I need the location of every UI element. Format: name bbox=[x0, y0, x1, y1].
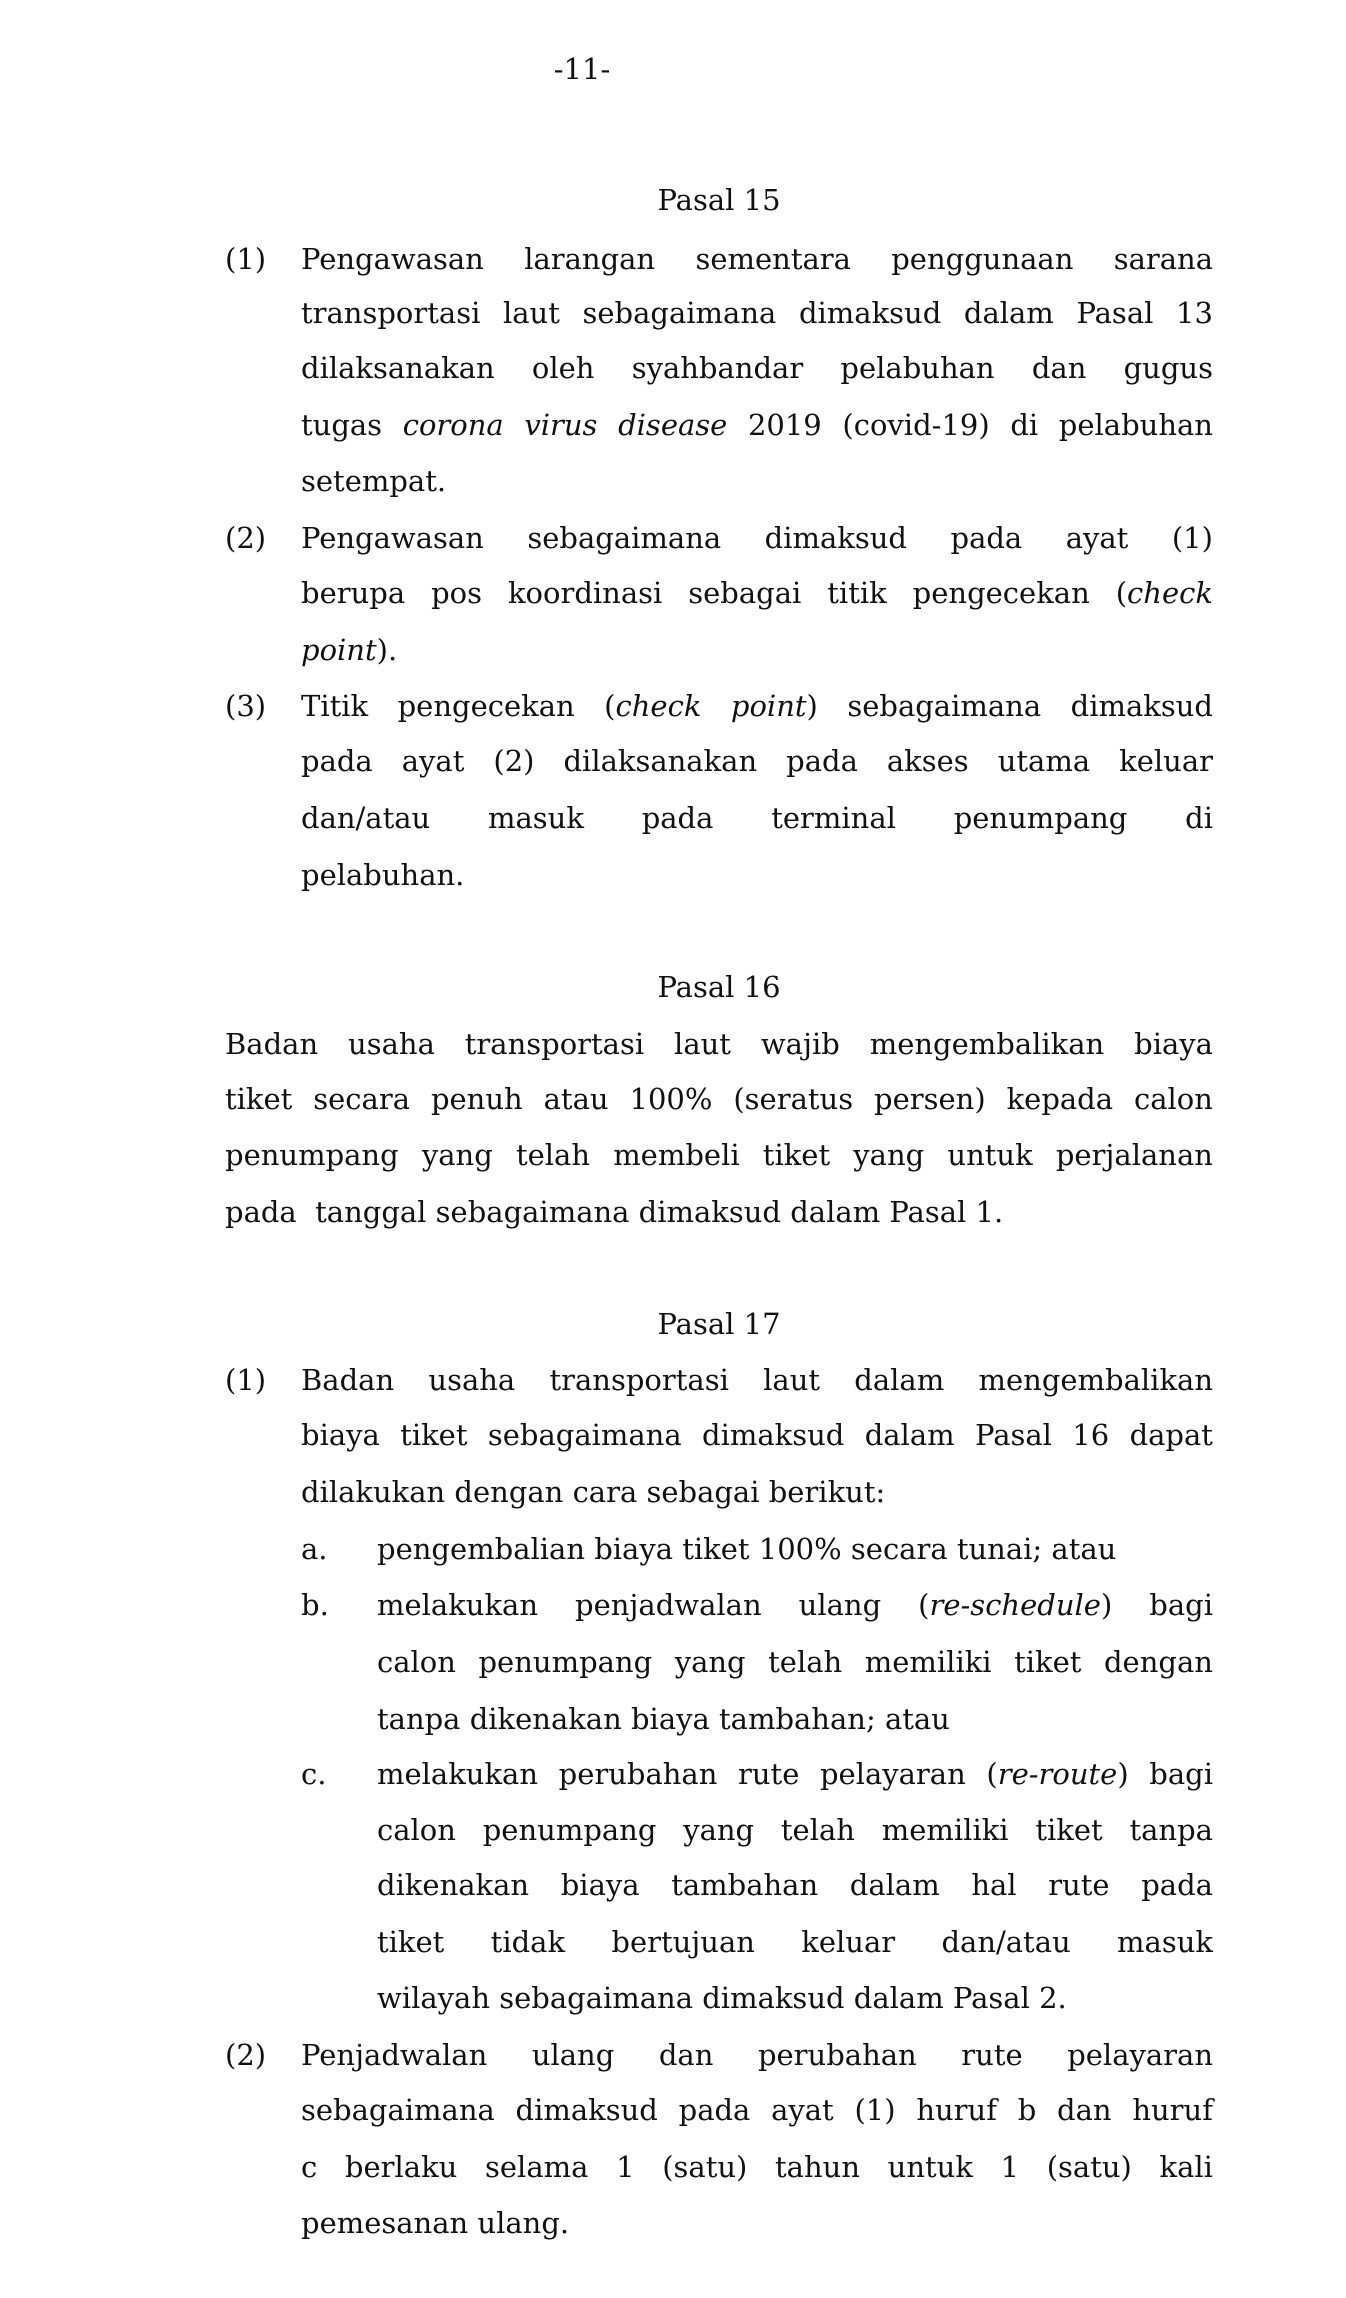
word: yang bbox=[683, 1813, 755, 1847]
word: pada tanggal sebagaimana dimaksud dalam Pasal 1. bbox=[225, 1195, 1004, 1229]
article-title-pasal-17: Pasal 17 bbox=[657, 1307, 781, 1341]
pasal-17-item-2-number: (2) bbox=[225, 2038, 267, 2072]
word: dapat bbox=[1129, 1418, 1213, 1452]
word: perubahan bbox=[558, 1757, 718, 1791]
sub-item-c-line bbox=[377, 1857, 1213, 1913]
pasal-15-item-2-number: (2) bbox=[225, 521, 267, 555]
word: oleh bbox=[531, 351, 595, 385]
word: setempat. bbox=[301, 464, 447, 498]
word: dengan bbox=[1103, 1645, 1213, 1679]
pasal-15-item-1-line bbox=[301, 397, 1213, 453]
pasal-15-item-3-number: (3) bbox=[225, 689, 267, 723]
pasal-17-item-2-line bbox=[301, 2139, 1213, 2195]
word: dikenakan bbox=[377, 1868, 530, 1902]
word: wajib bbox=[760, 1027, 840, 1061]
word: titik bbox=[827, 576, 887, 610]
word: pada bbox=[786, 744, 858, 778]
word: mengembalikan bbox=[978, 1363, 1213, 1397]
word: selama bbox=[485, 2150, 589, 2184]
word: tiket bbox=[225, 1082, 293, 1116]
word: (1) bbox=[854, 2093, 896, 2127]
word: mengembalikan bbox=[869, 1027, 1105, 1061]
word: di bbox=[1185, 801, 1213, 835]
word: dalam bbox=[854, 1363, 945, 1397]
word: pengecekan bbox=[397, 689, 575, 723]
pasal-15-item-3-line bbox=[301, 790, 1213, 846]
word: keluar bbox=[1119, 744, 1213, 778]
word: sebagai bbox=[688, 576, 802, 610]
pasal-15-item-2-line bbox=[301, 510, 1213, 566]
word: Pasal bbox=[1076, 296, 1154, 330]
word: ulang bbox=[531, 2038, 615, 2072]
word: kali bbox=[1159, 2150, 1213, 2184]
pasal-15-item-2-line bbox=[301, 622, 1213, 678]
word: pelayaran bbox=[1067, 2038, 1213, 2072]
word: untuk bbox=[947, 1138, 1033, 1172]
word: di bbox=[1010, 408, 1039, 442]
word: Badan bbox=[301, 1363, 395, 1397]
sub-item-c-line bbox=[377, 1970, 1213, 2026]
word: usaha bbox=[428, 1363, 516, 1397]
word: tanpa bbox=[1129, 1813, 1213, 1847]
word: penuh bbox=[430, 1082, 523, 1116]
word: terminal bbox=[771, 801, 896, 835]
word: 100% bbox=[629, 1082, 713, 1116]
word: bagi bbox=[1149, 1757, 1213, 1791]
word: virus bbox=[524, 408, 598, 442]
pasal-17-item-1-line bbox=[301, 1407, 1213, 1463]
word: calon bbox=[1133, 1082, 1213, 1116]
word: rute bbox=[961, 2038, 1023, 2072]
word: membeli bbox=[613, 1138, 740, 1172]
word: yang bbox=[674, 1645, 746, 1679]
word: (1) bbox=[1171, 521, 1213, 555]
word: 2019 bbox=[747, 408, 822, 442]
word: (satu) bbox=[662, 2150, 748, 2184]
word: perjalanan bbox=[1055, 1138, 1213, 1172]
word: sarana bbox=[1113, 242, 1213, 276]
pasal-15-item-3-line bbox=[301, 847, 1213, 903]
word: (covid-19) bbox=[842, 408, 990, 442]
article-title-pasal-15: Pasal 15 bbox=[657, 183, 781, 217]
word: tiket bbox=[1035, 1813, 1103, 1847]
word: pelayaran bbox=[819, 1757, 966, 1791]
word: 1 bbox=[1000, 2150, 1020, 2184]
word: (check bbox=[1115, 576, 1213, 610]
pasal-16-line bbox=[225, 1127, 1213, 1183]
word: dimaksud bbox=[764, 521, 907, 555]
word: melakukan bbox=[377, 1757, 539, 1791]
word: memiliki bbox=[881, 1813, 1009, 1847]
article-title-pasal-16: Pasal 16 bbox=[657, 970, 781, 1004]
word: kepada bbox=[1006, 1082, 1114, 1116]
sub-item-c-line bbox=[377, 1746, 1213, 1802]
word: sebagaimana bbox=[582, 296, 777, 330]
word: tiket bbox=[377, 1925, 445, 1959]
pasal-16-line bbox=[225, 1016, 1213, 1072]
word: wilayah sebagaimana dimaksud dalam Pasal 2. bbox=[377, 1981, 1067, 2015]
pasal-17-item-1-number: (1) bbox=[225, 1363, 267, 1397]
word: sebagaimana bbox=[487, 1418, 682, 1452]
pasal-15-item-3-line bbox=[301, 733, 1213, 789]
word: penumpang bbox=[478, 1645, 653, 1679]
word: penggunaan bbox=[891, 242, 1074, 276]
word: koordinasi bbox=[507, 576, 663, 610]
word: bagi bbox=[1149, 1588, 1213, 1622]
word: pelabuhan. bbox=[301, 858, 465, 892]
word: berlaku bbox=[344, 2150, 458, 2184]
word: biaya bbox=[560, 1868, 640, 1902]
word: dan bbox=[658, 2038, 714, 2072]
word: dimaksud bbox=[515, 2093, 658, 2127]
word: b bbox=[1017, 2093, 1037, 2127]
word: tiket bbox=[1014, 1645, 1082, 1679]
word: pengecekan bbox=[912, 576, 1090, 610]
word: melakukan bbox=[377, 1588, 539, 1622]
word: atau bbox=[543, 1082, 609, 1116]
word: 16 bbox=[1072, 1418, 1110, 1452]
word: untuk bbox=[887, 2150, 973, 2184]
word: (re-schedule) bbox=[918, 1588, 1113, 1622]
word: penumpang bbox=[482, 1813, 657, 1847]
word: sementara bbox=[695, 242, 851, 276]
word: 13 bbox=[1176, 296, 1213, 330]
word: dilakukan dengan cara sebagai berikut: bbox=[301, 1475, 886, 1509]
word: syahbandar bbox=[631, 351, 804, 385]
word: dan bbox=[1057, 2093, 1112, 2127]
word: c bbox=[301, 2150, 318, 2184]
word: huruf bbox=[916, 2093, 997, 2127]
pasal-17-item-1-line bbox=[301, 1352, 1213, 1408]
word: corona bbox=[402, 408, 504, 442]
word: rute bbox=[1048, 1868, 1110, 1902]
word: dalam bbox=[963, 296, 1054, 330]
word: berupa bbox=[301, 576, 406, 610]
word: penjadwalan bbox=[575, 1588, 762, 1622]
word: masuk bbox=[488, 801, 584, 835]
pasal-17-item-1-line bbox=[301, 1464, 1213, 1520]
word: penumpang bbox=[953, 801, 1128, 835]
word: Penjadwalan bbox=[301, 2038, 488, 2072]
word: bertujuan bbox=[611, 1925, 755, 1959]
pasal-17-item-2-line bbox=[301, 2195, 1213, 2251]
page-number: -11- bbox=[553, 52, 611, 86]
word: laut bbox=[674, 1027, 731, 1061]
word: Pasal bbox=[974, 1418, 1052, 1452]
word: biaya bbox=[301, 1418, 380, 1452]
word: pada bbox=[301, 744, 373, 778]
word: dimaksud bbox=[702, 1418, 845, 1452]
word: akses bbox=[886, 744, 969, 778]
word: keluar bbox=[801, 1925, 896, 1959]
word: dan bbox=[1031, 351, 1087, 385]
word: dilaksanakan bbox=[301, 351, 495, 385]
word: ulang bbox=[798, 1588, 882, 1622]
sub-item-a-letter: a. bbox=[301, 1532, 328, 1566]
word: pengembalian biaya tiket 100% secara tunai; atau bbox=[377, 1532, 1117, 1566]
word: secara bbox=[313, 1082, 410, 1116]
pasal-15-item-1-line bbox=[301, 453, 1213, 509]
pasal-16-line bbox=[225, 1071, 1213, 1127]
pasal-15-item-1-line bbox=[301, 231, 1213, 287]
word: pada bbox=[1141, 1868, 1213, 1902]
word: utama bbox=[997, 744, 1091, 778]
word: tiket bbox=[762, 1138, 831, 1172]
word: (seratus bbox=[733, 1082, 854, 1116]
word: Titik bbox=[301, 689, 369, 723]
word: 1 bbox=[616, 2150, 635, 2184]
word: persen) bbox=[874, 1082, 986, 1116]
word: pada bbox=[678, 2093, 751, 2127]
word: (2) bbox=[493, 744, 535, 778]
sub-item-b-line bbox=[377, 1577, 1213, 1633]
pasal-15-item-1-line bbox=[301, 285, 1213, 341]
word: disease bbox=[618, 408, 728, 442]
word: biaya bbox=[1134, 1027, 1213, 1061]
word: pos bbox=[431, 576, 482, 610]
word: dimaksud bbox=[798, 296, 942, 330]
word: rute bbox=[738, 1757, 800, 1791]
word: ayat bbox=[1065, 521, 1129, 555]
word: usaha bbox=[348, 1027, 435, 1061]
word: ayat bbox=[401, 744, 465, 778]
pasal-15-item-3-line bbox=[301, 678, 1213, 734]
word: laut bbox=[763, 1363, 821, 1397]
word: penumpang bbox=[225, 1138, 399, 1172]
pasal-16-line bbox=[225, 1184, 1213, 1240]
word: dan/atau bbox=[301, 801, 431, 835]
word: calon bbox=[377, 1813, 456, 1847]
word: point). bbox=[301, 633, 398, 667]
sub-item-c-letter: c. bbox=[301, 1757, 327, 1791]
sub-item-b-letter: b. bbox=[301, 1588, 329, 1622]
word: sebagaimana bbox=[301, 2093, 495, 2127]
word: (satu) bbox=[1046, 2150, 1132, 2184]
word: dalam bbox=[849, 1868, 940, 1902]
word: point) bbox=[730, 689, 818, 723]
sub-item-b-line bbox=[377, 1634, 1213, 1690]
word: pelabuhan bbox=[1058, 408, 1213, 442]
word: gugus bbox=[1123, 351, 1213, 385]
pasal-15-item-1-number: (1) bbox=[225, 242, 267, 276]
word: hal bbox=[971, 1868, 1017, 1902]
sub-item-c-line bbox=[377, 1914, 1213, 1970]
sub-item-c-line bbox=[377, 1802, 1213, 1858]
word: Pengawasan bbox=[301, 242, 484, 276]
word: telah bbox=[768, 1645, 843, 1679]
word: pemesanan ulang. bbox=[301, 2206, 570, 2240]
word: pelabuhan bbox=[840, 351, 995, 385]
word: telah bbox=[780, 1813, 855, 1847]
pasal-17-item-2-line bbox=[301, 2027, 1213, 2083]
word: tambahan bbox=[671, 1868, 819, 1902]
word: tahun bbox=[775, 2150, 860, 2184]
word: dalam bbox=[864, 1418, 955, 1452]
word: sebagaimana bbox=[847, 689, 1042, 723]
word: Badan bbox=[225, 1027, 319, 1061]
word: transportasi bbox=[301, 296, 481, 330]
word: tanpa dikenakan biaya tambahan; atau bbox=[377, 1702, 950, 1736]
word: transportasi bbox=[549, 1363, 729, 1397]
word: perubahan bbox=[757, 2038, 917, 2072]
pasal-17-item-2-line bbox=[301, 2082, 1213, 2138]
word: pada bbox=[641, 801, 714, 835]
word: yang bbox=[421, 1138, 493, 1172]
word: yang bbox=[853, 1138, 925, 1172]
word: dan/atau bbox=[941, 1925, 1071, 1959]
word: dilaksanakan bbox=[563, 744, 758, 778]
word: Pengawasan bbox=[301, 521, 484, 555]
word: pada bbox=[950, 521, 1023, 555]
word: tidak bbox=[490, 1925, 566, 1959]
pasal-15-item-2-line bbox=[301, 565, 1213, 621]
pasal-15-item-1-line bbox=[301, 340, 1213, 396]
sub-item-a-line bbox=[377, 1521, 1213, 1577]
word: (check bbox=[604, 689, 702, 723]
word: tugas bbox=[301, 408, 383, 442]
word: telah bbox=[515, 1138, 591, 1172]
word: dimaksud bbox=[1070, 689, 1213, 723]
word: huruf bbox=[1132, 2093, 1213, 2127]
word: calon bbox=[377, 1645, 456, 1679]
word: laut bbox=[502, 296, 560, 330]
word: ayat bbox=[771, 2093, 834, 2127]
word: larangan bbox=[524, 242, 656, 276]
sub-item-b-line bbox=[377, 1691, 1213, 1747]
word: (re-route) bbox=[986, 1757, 1129, 1791]
word: sebagaimana bbox=[527, 521, 722, 555]
word: memiliki bbox=[864, 1645, 992, 1679]
word: masuk bbox=[1117, 1925, 1213, 1959]
word: transportasi bbox=[464, 1027, 645, 1061]
word: tiket bbox=[400, 1418, 468, 1452]
